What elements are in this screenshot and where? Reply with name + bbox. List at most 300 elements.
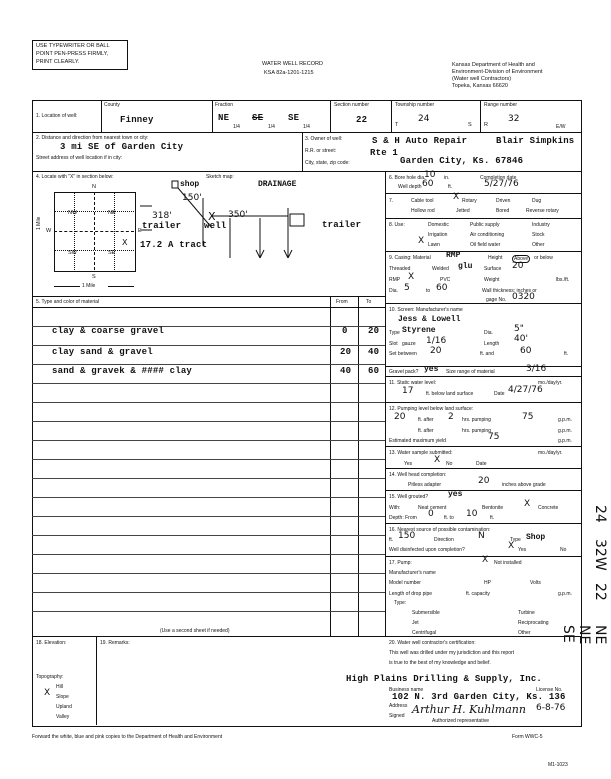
- to-row-1: 20: [368, 326, 380, 336]
- topo-upland: Upland: [56, 704, 72, 710]
- topo-label: Topography:: [36, 674, 64, 680]
- owner2-value: Blair Simpkins: [496, 136, 575, 146]
- township-label: Township number: [395, 102, 435, 108]
- range-label: Range number: [484, 102, 518, 108]
- margin-note-range: 32W: [592, 539, 608, 571]
- sketch-318: 318': [152, 211, 172, 221]
- casing-dia-label: Dia.: [389, 288, 398, 294]
- s20-label: 20. Water well contractor's certification:: [389, 640, 476, 646]
- topo-hill: Hill: [56, 684, 63, 690]
- bore-dia: 10: [424, 170, 436, 180]
- s13-label: 13. Water sample submitted:: [389, 450, 453, 456]
- business-label: Business name: [389, 687, 424, 693]
- lbs-label: lbs./ft.: [556, 277, 570, 283]
- from-row-3: 40: [340, 366, 352, 376]
- contam-ft: ft.: [389, 537, 394, 543]
- pump-volts: Volts: [530, 580, 541, 586]
- quad-se: SE: [108, 250, 116, 256]
- s3-label: 3. Owner of well:: [305, 136, 343, 142]
- static-below: ft. below land surface: [426, 391, 474, 397]
- disinfected-label: Well disinfected upon completion?: [389, 547, 465, 553]
- surface-value: 20: [512, 261, 524, 271]
- sketch-drainage: DRAINAGE: [258, 180, 297, 189]
- s11-label: 11. Static water level:: [389, 380, 437, 386]
- contam-dir: N: [478, 531, 485, 541]
- township-value: 24: [418, 114, 430, 124]
- t-letter: T: [395, 122, 399, 128]
- size-label: Size range of material: [446, 369, 495, 375]
- grouted-value: yes: [448, 490, 463, 499]
- pump-gpm-1: 75: [522, 412, 534, 422]
- yield-value: 75: [488, 432, 500, 442]
- material-row-3: sand & gravek & #### clay: [52, 366, 193, 376]
- pump-level-1: 20: [394, 412, 406, 422]
- contam-dist: 150: [398, 531, 416, 541]
- set-ft: ft.: [564, 351, 569, 357]
- grout-ft-to: ft. to: [444, 515, 454, 521]
- gauze-value: 1/16: [426, 336, 447, 346]
- margin-note-fraction: NE NE SE: [560, 625, 608, 645]
- completion-label: Completion date: [480, 175, 517, 181]
- r-letter: R: [484, 122, 488, 128]
- grout-with: With:: [389, 505, 401, 511]
- lawn-check: X: [418, 236, 425, 246]
- row-divider: [385, 446, 581, 447]
- gage-label: gage No.: [486, 297, 507, 303]
- s20-text1: This well was drilled under my jurisdiction and this report: [389, 650, 515, 656]
- quarter-2: 1/4: [268, 124, 275, 130]
- disinfected-no: No: [560, 547, 567, 553]
- s20-text2: is true to the best of my knowledge and belief.: [389, 660, 491, 666]
- mile-horizontal: 1 Mile: [82, 283, 96, 289]
- method-rotary: Rotary: [462, 198, 477, 204]
- casing-to: to: [426, 288, 431, 294]
- pump-jet: Jet: [412, 620, 419, 626]
- row-divider: [385, 376, 581, 377]
- glu-value: glu: [458, 262, 473, 271]
- row-divider: [385, 523, 581, 524]
- business-name: High Plains Drilling & Supply, Inc.: [346, 674, 543, 684]
- row-divider: [32, 132, 581, 133]
- s8-label: 8. Use:: [389, 222, 405, 228]
- not-installed-check: X: [482, 555, 489, 565]
- sample-date: Date: [476, 461, 487, 467]
- table-row-line: [32, 478, 385, 479]
- pump-mfr: Manufacturer's name: [389, 570, 436, 576]
- agency-line-2: Environment-Division of Environment: [452, 69, 543, 75]
- s-letter: S: [468, 122, 472, 128]
- grout-ft: ft.: [490, 515, 495, 521]
- mile-line: [108, 286, 134, 287]
- sketch-label: Sketch map:: [206, 174, 234, 180]
- use-domestic: Domestic: [428, 222, 449, 228]
- arrow-head: [288, 250, 292, 258]
- material-row-2: clay sand & gravel: [52, 347, 153, 357]
- table-row-line: [32, 516, 385, 517]
- s10-label: 10. Screen: Manufacturer's name: [389, 307, 463, 313]
- grid-vline: [114, 192, 115, 270]
- disinfected-check: X: [508, 541, 515, 551]
- s6-label: 6. Bore hole dia.: [389, 175, 426, 181]
- topo-valley: Valley: [56, 714, 70, 720]
- sign-date: 6-8-76: [536, 703, 566, 713]
- grout-bentonite: Bentonite: [482, 505, 504, 511]
- weight-label: Weight: [484, 277, 500, 283]
- range-value: 32: [508, 114, 520, 124]
- row-divider: [385, 193, 581, 194]
- s13-md: mo./day/yr.: [538, 450, 563, 456]
- grout-to: 10: [466, 509, 478, 519]
- surface-label: Surface: [484, 266, 502, 272]
- grid-x-mark: X: [122, 238, 128, 247]
- footer-text: Forward the white, blue and pink copies to the Department of Health and Environment: [32, 734, 223, 740]
- pump-type-label: Type:: [394, 600, 407, 606]
- pump-reciprocating: Reciprocating: [518, 620, 549, 626]
- s11-md: mo./day/yr.: [538, 380, 563, 386]
- welded-label: Welded: [432, 266, 449, 272]
- sample-no-check: X: [434, 455, 441, 465]
- signature: Arthur H. Kuhlmann: [412, 703, 526, 716]
- gravel-label: Gravel pack?: [389, 369, 419, 375]
- pump-hp: HP: [484, 580, 491, 586]
- depth-value: 60: [422, 179, 434, 189]
- shop-box: [172, 181, 178, 188]
- ft-after-2: ft. after: [418, 428, 434, 434]
- to-label: To: [366, 299, 372, 305]
- agency-line-1: Kansas Department of Health and: [452, 62, 535, 68]
- sketch-well: well: [204, 221, 227, 231]
- below-label: or below: [534, 255, 553, 261]
- use-stock: Stock: [532, 232, 545, 238]
- use-aircond: Air conditioning: [470, 232, 505, 238]
- s15-label: 15. Well grouted?: [389, 494, 429, 500]
- city-label: City, state, zip code:: [305, 160, 350, 166]
- sketch-map: [140, 178, 385, 293]
- fraction-label: Fraction: [215, 102, 234, 108]
- sample-yes: Yes: [404, 461, 413, 467]
- arrow-head: [260, 250, 264, 258]
- from-label: From: [336, 299, 348, 305]
- pump-capacity: ft. capacity: [466, 591, 490, 597]
- quad-ne: NE: [108, 210, 116, 216]
- table-row-line: [32, 497, 385, 498]
- table-row-line: [32, 364, 385, 365]
- sketch-shop: shop: [180, 180, 200, 189]
- agency-block: [452, 62, 542, 90]
- ft-after-1: ft. after: [418, 417, 434, 423]
- table-row-line: [32, 383, 385, 384]
- grout-neat: Neat cement: [418, 505, 447, 511]
- s5-label: 5. Type and color of material: [36, 299, 99, 305]
- s18-label: 18. Elevation:: [36, 640, 67, 646]
- rmp-label: RMP: [389, 277, 401, 283]
- s16-label: 16. Nearest source of possible contamination:: [389, 527, 491, 533]
- sketch-tract: 17.2 A tract: [140, 240, 208, 250]
- license-label: License No.: [536, 687, 563, 693]
- table-row-line: [32, 592, 385, 593]
- use-irrigation: Irrigation: [428, 232, 448, 238]
- gage-value: 0320: [512, 292, 535, 302]
- casing-material: RMP: [446, 251, 461, 260]
- business-address: 102 N. 3rd Garden City, Ks. 136: [392, 692, 566, 702]
- table-row-line: [32, 440, 385, 441]
- s2-sublabel: Street address of well location if in city:: [36, 155, 123, 161]
- s7-label: 7.: [389, 198, 394, 204]
- compass-e: E: [138, 228, 142, 234]
- pvc-label: PVC: [440, 277, 451, 283]
- city-value: Garden City, Ks. 67846: [400, 156, 524, 166]
- use-industry: Industry: [532, 222, 550, 228]
- grout-from: 0: [428, 509, 434, 519]
- table-row-line: [32, 402, 385, 403]
- instruction-line-2: POINT PEN-PRESS FIRMLY,: [36, 51, 109, 57]
- margin-note-township: 24: [592, 505, 608, 523]
- threaded-label: Threaded: [389, 266, 411, 272]
- grid-hline: [54, 231, 134, 232]
- compass-w: W: [46, 228, 52, 234]
- set-ft-and: ft. and: [480, 351, 494, 357]
- screen-type: Styrene: [402, 326, 436, 335]
- screen-dia: 5": [514, 324, 524, 334]
- s2-value: 3 mi SE of Garden City: [60, 142, 184, 152]
- row-divider: [385, 251, 581, 252]
- col-divider: [96, 636, 97, 725]
- signed-label: Signed: [389, 713, 405, 719]
- table-row-line: [32, 421, 385, 422]
- gauze-label: gauze: [402, 341, 416, 347]
- trailer-box: [290, 214, 304, 226]
- col-divider: [302, 132, 303, 171]
- stamp: M1-1023: [548, 762, 568, 768]
- table-row-line: [32, 535, 385, 536]
- length-label: Length: [484, 341, 500, 347]
- use-public: Public supply: [470, 222, 500, 228]
- static-level: 17: [402, 386, 414, 396]
- grout-depth-from: Depth: From: [389, 515, 417, 521]
- section-grid: [54, 192, 136, 272]
- bore-in: in.: [444, 175, 450, 181]
- gpm-3: g.p.m.: [558, 438, 572, 444]
- method-hollow: Hollow rod: [411, 208, 435, 214]
- agency-line-3: (Water well Contractors): [452, 76, 512, 82]
- county-value: Finney: [120, 115, 154, 125]
- col-divider: [358, 296, 359, 636]
- mile-line: [54, 286, 80, 287]
- pump-gpm: g.p.m.: [558, 591, 572, 597]
- s17-label: 17. Pump:: [389, 560, 412, 566]
- s9-label: 9. Casing: Material: [389, 255, 431, 261]
- method-jetted: Jetted: [456, 208, 470, 214]
- depth-label: Well depth: [398, 184, 422, 190]
- table-row-line: [32, 573, 385, 574]
- gpm-2: g.p.m.: [558, 428, 572, 434]
- s2-label: 2. Distance and direction from nearest town or city:: [36, 135, 149, 141]
- section-label: Section number: [334, 102, 370, 108]
- col-divider: [212, 100, 213, 132]
- row-divider: [32, 636, 581, 637]
- grid-hline: [54, 211, 134, 212]
- arrow-head: [284, 250, 288, 258]
- mile-vertical: 1 Mile: [36, 216, 42, 230]
- use-lawn: Lawn: [428, 242, 440, 248]
- rte-value: Rte 1: [370, 148, 399, 158]
- col-divider: [480, 100, 481, 132]
- pump-centrifugal: Centrifugal: [412, 630, 437, 636]
- pitless-label: Pitless adapter: [408, 482, 442, 488]
- fraction-1: NE: [218, 113, 230, 123]
- form-ksa: KSA 82a-1201-1215: [264, 70, 314, 76]
- size-value: 3/16: [526, 364, 547, 374]
- pump-model: Model number: [389, 580, 421, 586]
- instruction-line-1: USE TYPEWRITER OR BALL: [36, 43, 110, 49]
- s4-label: 4. Locate with "X" in section below:: [36, 174, 114, 180]
- fraction-2: SE: [252, 113, 264, 123]
- form-title: WATER WELL RECORD: [262, 61, 323, 67]
- use-other: Other: [532, 242, 545, 248]
- method-bored: Bored: [496, 208, 510, 214]
- sketch-150: 150': [182, 193, 202, 203]
- arrow-head: [256, 250, 260, 258]
- pitless-value: 20: [478, 476, 490, 486]
- material-row-1: clay & coarse gravel: [52, 326, 165, 336]
- row-divider: [385, 490, 581, 491]
- row-divider: [32, 171, 581, 172]
- fraction-3: SE: [288, 113, 300, 123]
- continue-note: (Use a second sheet if needed): [160, 628, 230, 634]
- table-row-line: [32, 459, 385, 460]
- table-row-line: [32, 554, 385, 555]
- row-divider: [385, 468, 581, 469]
- method-driven: Driven: [496, 198, 511, 204]
- table-row-line: [32, 345, 385, 346]
- height-label: Height: [488, 255, 503, 261]
- s19-label: 19. Remarks:: [100, 640, 130, 646]
- sample-no: No: [446, 461, 453, 467]
- row-divider: [385, 303, 581, 304]
- col-divider: [330, 296, 331, 636]
- slot-label: Slot: [389, 341, 398, 347]
- hrs-pumping-2: hrs. pumping: [462, 428, 491, 434]
- gpm-1: g.p.m.: [558, 417, 572, 423]
- sketch-trailer: trailer: [142, 221, 182, 231]
- static-date: 4/27/76: [508, 385, 543, 395]
- from-row-2: 20: [340, 347, 352, 357]
- grid-hline: [54, 250, 134, 251]
- margin-note-section: 22: [592, 583, 608, 601]
- length-value: 40': [514, 334, 528, 344]
- quad-sw: SW: [68, 250, 77, 256]
- sketch-trailer2: trailer: [322, 220, 362, 230]
- screen-dia-label: Dia.: [484, 330, 493, 336]
- pump-hrs-1: 2: [448, 412, 454, 422]
- depth-ft: ft.: [448, 184, 453, 190]
- completion-date: 5/27/76: [484, 179, 519, 189]
- slope-check: X: [44, 688, 51, 698]
- method-cable: Cable tool: [411, 198, 434, 204]
- contam-type: Shop: [526, 533, 546, 542]
- s1-label: 1. Location of well:: [36, 113, 78, 119]
- topo-slope: Slope: [56, 694, 69, 700]
- row-divider: [32, 307, 385, 308]
- pitless-above: inches above grade: [502, 482, 546, 488]
- quarter-1: 1/4: [233, 124, 240, 130]
- sketch-x: X: [208, 210, 216, 223]
- set-between-label: Set between: [389, 351, 417, 357]
- col-divider: [330, 100, 331, 132]
- row-divider: [32, 296, 385, 297]
- ew-label: E/W: [556, 124, 566, 130]
- main-col-divider: [385, 171, 386, 636]
- to-row-2: 40: [368, 347, 380, 357]
- quarter-3: 1/4: [303, 124, 310, 130]
- not-installed-label: Not installed: [494, 560, 522, 566]
- casing-dia: 5: [404, 283, 410, 293]
- rmp-check: X: [408, 272, 415, 282]
- static-date-label: Date: [494, 391, 505, 397]
- set-from: 20: [430, 346, 442, 356]
- row-divider: [385, 366, 581, 367]
- concrete-check: X: [524, 499, 531, 509]
- agency-line-4: Topeka, Kansas 66620: [452, 83, 508, 89]
- from-row-1: 0: [342, 326, 348, 336]
- gravel-value: yes: [424, 365, 439, 374]
- section-value: 22: [356, 115, 368, 125]
- col-divider: [101, 100, 102, 132]
- compass-s: S: [92, 274, 96, 280]
- address-label: Address: [389, 703, 408, 709]
- sketch-350: 350': [228, 210, 248, 220]
- disinfected-yes: Yes: [518, 547, 527, 553]
- county-label: County: [104, 102, 120, 108]
- compass-n: N: [92, 184, 96, 190]
- quad-nw: NW: [68, 210, 78, 216]
- method-reverse: Reverse rotary: [526, 208, 559, 214]
- wall-label: Wall thickness: inches or: [482, 288, 537, 294]
- method-dug: Dug: [532, 198, 542, 204]
- yield-label: Estimated maximum yield: [389, 438, 446, 444]
- grid-vline: [74, 192, 75, 270]
- to-row-3: 60: [368, 366, 380, 376]
- rotary-check: X: [453, 192, 460, 202]
- owner-value: S & H Auto Repair: [372, 136, 468, 146]
- row-divider: [385, 218, 581, 219]
- contam-type-label: Type: [510, 537, 521, 543]
- s12-label: 12. Pumping level below land surface:: [389, 406, 474, 412]
- contam-dir-label: Direction: [434, 537, 454, 543]
- s14-label: 14. Well head completion:: [389, 472, 447, 478]
- form-number: Form WWC-5: [512, 734, 543, 740]
- pump-turbine: Turbine: [518, 610, 535, 616]
- pump-submersible: Submersible: [412, 610, 440, 616]
- hrs-pumping-1: hrs. pumping: [462, 417, 491, 423]
- grout-concrete: Concrete: [538, 505, 559, 511]
- rr-label: R.R. or street:: [305, 148, 337, 154]
- use-oil: Oil field water: [470, 242, 501, 248]
- screen-mfr: Jess & Lowell: [398, 315, 461, 324]
- set-to: 60: [520, 346, 532, 356]
- table-row-line: [32, 611, 385, 612]
- casing-to-value: 60: [436, 283, 448, 293]
- row-divider: [385, 402, 581, 403]
- auth-label: Authorized representative: [432, 718, 489, 724]
- pump-other: Other: [518, 630, 531, 636]
- instruction-line-3: PRINT CLEARLY.: [36, 59, 80, 65]
- screen-type-label: Type: [389, 330, 400, 336]
- instruction-box: [32, 40, 128, 70]
- above-label: Above: [514, 256, 529, 262]
- col-divider: [391, 100, 392, 132]
- pump-drop: Length of drop pipe: [389, 591, 433, 597]
